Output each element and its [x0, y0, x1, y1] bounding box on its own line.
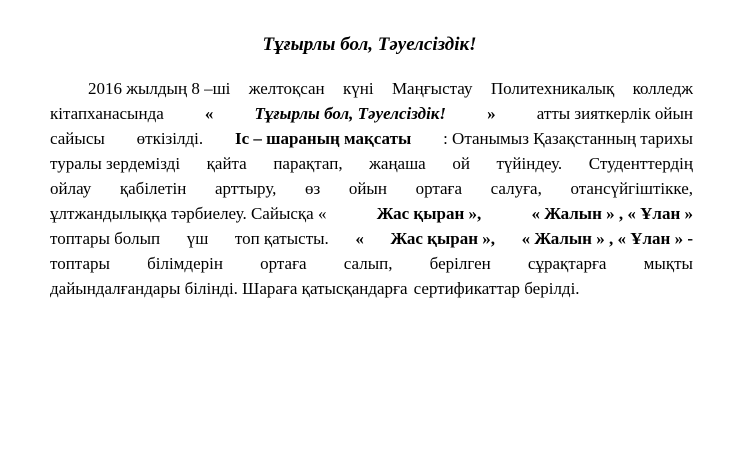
paragraph-line-4	[50, 151, 693, 176]
paragraph-line-7	[50, 226, 693, 251]
text-run: түйіндеу.	[496, 154, 563, 173]
text-run: сертификаттар берілді.	[413, 279, 580, 298]
text-run: үш	[186, 229, 209, 248]
text-run: сайысы	[50, 129, 105, 148]
paragraph-line-8	[50, 251, 693, 276]
paragraph-line-5	[50, 176, 693, 201]
text-run: өткізілді.	[136, 129, 204, 148]
text-run: дайындалғандары білінді. Шараға қатысқандарға	[50, 279, 408, 298]
text-run-bold: «	[204, 104, 214, 123]
text-run: өз	[305, 179, 321, 198]
text-run: сұрақтарға	[527, 254, 607, 273]
text-run: қайта	[206, 154, 247, 173]
text-run: жаңаша	[369, 154, 426, 173]
text-run: Политехникалық	[490, 79, 615, 98]
paragraph-line-2	[50, 101, 693, 126]
text-run: ойлау	[50, 179, 92, 198]
text-run: білімдерін	[147, 254, 223, 273]
text-run-bold: »	[487, 104, 496, 123]
team-name: Жас қыран »,	[390, 229, 495, 248]
text-run: ортаға	[415, 179, 463, 198]
text-run: отансүйгіштікке,	[570, 179, 693, 198]
text-run: : Отанымыз Қазақстанның тарихы	[443, 129, 693, 148]
text-run: топтары	[50, 254, 110, 273]
text-run: топтары болып	[50, 229, 161, 248]
text-run: парақтап,	[273, 154, 343, 173]
text-run: ортаға	[260, 254, 307, 273]
paragraph-line-9	[50, 276, 693, 301]
text-run-bold: «	[355, 229, 364, 248]
team-name: Жас қыран »,	[376, 204, 482, 223]
text-run: колледж	[632, 79, 693, 98]
team-name: « Жалын » , « Ұлан »	[531, 204, 693, 223]
paragraph-line-3	[50, 126, 693, 151]
goal-label: Іс – шараның мақсаты	[234, 129, 412, 148]
text-run: арттыру,	[214, 179, 277, 198]
document-title: Тұғырлы бол, Тәуелсіздік!	[262, 34, 477, 55]
text-run: қабілетін	[119, 179, 187, 198]
text-run: топ қатысты.	[234, 229, 329, 248]
text-run: салып,	[343, 254, 393, 273]
text-run: салуға,	[490, 179, 542, 198]
text-run: мықты	[643, 254, 693, 273]
text-run: туралы зердемізді	[50, 154, 181, 173]
text-run: Маңғыстау	[391, 79, 473, 98]
text-run: атты зияткерлік ойын	[536, 104, 693, 123]
text-run: ой	[452, 154, 470, 173]
text-run: ойын	[348, 179, 387, 198]
text-run: берілген	[429, 254, 491, 273]
paragraph-line-6	[50, 201, 693, 226]
team-name: « Жалын » , « Ұлан » -	[521, 229, 693, 248]
text-run: кітапханасында	[50, 104, 164, 123]
text-run: желтоқсан	[248, 79, 325, 98]
paragraph-line-1	[50, 76, 693, 101]
text-run: ұлтжандылыққа тәрбиелеу. Сайысқа «	[50, 204, 327, 223]
text-run: 2016 жылдың 8 –ші	[88, 79, 231, 98]
document-body	[50, 76, 693, 301]
text-run: күні	[343, 79, 374, 98]
text-run: Студенттердің	[588, 154, 693, 173]
event-name: Тұғырлы бол, Тәуелсіздік!	[254, 104, 447, 123]
